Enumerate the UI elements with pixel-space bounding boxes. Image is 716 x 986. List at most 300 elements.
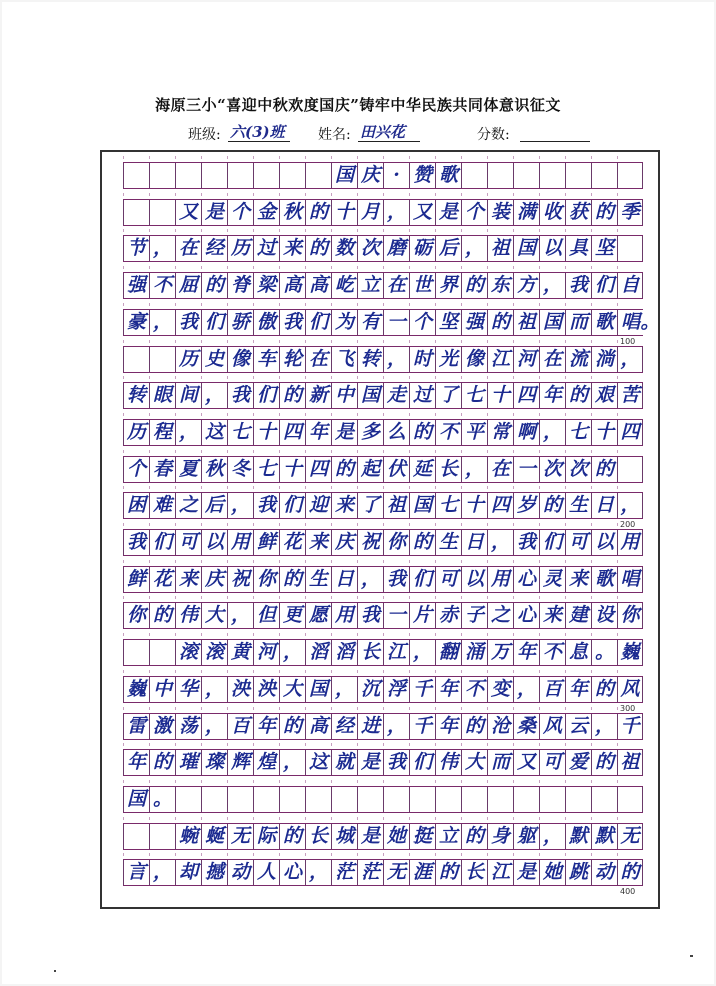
grid-row-ticks [123, 633, 643, 636]
grid-cell: 四 [617, 420, 643, 445]
grid-cell: 可 [435, 567, 461, 592]
grid-cell: ， [201, 714, 227, 739]
grid-cell: 不 [149, 273, 175, 298]
scan-speck [690, 955, 693, 957]
grid-cell: 十 [253, 420, 279, 445]
essay-contest-title: 海原三小“喜迎中秋欢度国庆”铸牢中华民族共同体意识征文 [155, 96, 561, 114]
grid-cell: 十 [331, 200, 357, 225]
essay-grid-row [123, 566, 643, 593]
grid-cell: 日 [591, 493, 617, 518]
grid-cell: 挺 [409, 824, 435, 849]
essay-grid-row [123, 639, 643, 666]
grid-cell: 立 [357, 273, 383, 298]
grid-cell: 十 [279, 457, 305, 482]
grid-cell: 十 [461, 493, 487, 518]
grid-cell: 歌 [591, 567, 617, 592]
grid-cell: 变 [487, 677, 513, 702]
grid-cell [487, 163, 513, 188]
grid-cell: 的 [591, 457, 617, 482]
grid-cell: 的 [617, 860, 643, 885]
grid-cell: 强 [123, 273, 149, 298]
scan-speck [54, 970, 56, 972]
grid-cell: 庆 [331, 530, 357, 555]
grid-cell [461, 163, 487, 188]
grid-cell: ， [487, 530, 513, 555]
grid-cell: 是 [201, 200, 227, 225]
grid-cell [149, 640, 175, 665]
grid-cell: 的 [461, 273, 487, 298]
grid-cell: 数 [331, 236, 357, 261]
grid-row-ticks [123, 486, 643, 489]
grid-cell: ， [149, 860, 175, 885]
grid-cell: 不 [539, 640, 565, 665]
grid-cell: 年 [253, 714, 279, 739]
grid-cell: 华 [175, 677, 201, 702]
grid-cell: 的 [149, 603, 175, 628]
grid-cell: 千 [409, 677, 435, 702]
grid-cell: 淌 [591, 347, 617, 372]
grid-cell: ， [279, 750, 305, 775]
grid-cell: 茫 [357, 860, 383, 885]
grid-cell: 息 [565, 640, 591, 665]
grid-cell [591, 787, 617, 812]
grid-cell: 国 [357, 383, 383, 408]
grid-cell: 强 [461, 310, 487, 335]
grid-cell: 沉 [357, 677, 383, 702]
grid-cell: ， [461, 236, 487, 261]
grid-cell: 高 [305, 273, 331, 298]
grid-cell: 伟 [175, 603, 201, 628]
grid-row-ticks [123, 560, 643, 563]
grid-cell: 而 [487, 750, 513, 775]
grid-cell: 巍 [123, 677, 149, 702]
essay-grid-row [123, 162, 643, 189]
grid-cell: 是 [435, 200, 461, 225]
grid-cell: 是 [513, 860, 539, 885]
grid-cell: 愿 [305, 603, 331, 628]
grid-cell: 次 [539, 457, 565, 482]
grid-cell: 千 [409, 714, 435, 739]
grid-cell [123, 640, 149, 665]
grid-cell: 秋 [279, 200, 305, 225]
grid-cell: 滚 [175, 640, 201, 665]
grid-cell: ， [539, 824, 565, 849]
grid-cell: 梁 [253, 273, 279, 298]
grid-cell: 装 [487, 200, 513, 225]
grid-cell: ， [513, 677, 539, 702]
grid-cell: 七 [253, 457, 279, 482]
grid-cell: 延 [409, 457, 435, 482]
grid-cell: 你 [617, 603, 643, 628]
grid-cell: 来 [279, 236, 305, 261]
grid-cell: · [383, 163, 409, 188]
grid-cell: 辉 [227, 750, 253, 775]
grid-cell [617, 457, 643, 482]
grid-cell: 十 [487, 383, 513, 408]
grid-cell: ， [357, 567, 383, 592]
grid-cell [175, 787, 201, 812]
grid-cell: 千 [617, 714, 643, 739]
grid-cell: 进 [357, 714, 383, 739]
grid-cell [201, 787, 227, 812]
grid-cell: ， [305, 860, 331, 885]
grid-cell: 祝 [227, 567, 253, 592]
grid-cell: 鲜 [123, 567, 149, 592]
grid-cell: 时 [409, 347, 435, 372]
grid-cell: ， [175, 420, 201, 445]
grid-cell: 更 [279, 603, 305, 628]
grid-cell: 生 [435, 530, 461, 555]
grid-cell: 年 [123, 750, 149, 775]
grid-cell: 有 [357, 310, 383, 335]
grid-cell: 们 [305, 310, 331, 335]
grid-row-ticks [123, 670, 643, 673]
grid-cell: 她 [383, 824, 409, 849]
grid-cell: 片 [409, 603, 435, 628]
grid-cell: 默 [565, 824, 591, 849]
grid-cell: 国 [539, 310, 565, 335]
grid-cell: 的 [461, 714, 487, 739]
grid-cell: 却 [175, 860, 201, 885]
grid-cell: 的 [279, 383, 305, 408]
grid-cell [383, 787, 409, 812]
grid-cell: 不 [461, 677, 487, 702]
grid-cell [201, 163, 227, 188]
grid-cell: 过 [409, 383, 435, 408]
grid-cell: 我 [357, 603, 383, 628]
essay-grid-row [123, 382, 643, 409]
grid-cell: 黄 [227, 640, 253, 665]
grid-cell: 泱 [227, 677, 253, 702]
grid-cell: 江 [487, 347, 513, 372]
grid-cell: 祖 [383, 493, 409, 518]
grid-cell: 日 [461, 530, 487, 555]
grid-cell [539, 163, 565, 188]
grid-cell: 史 [201, 347, 227, 372]
grid-cell: 以 [591, 530, 617, 555]
grid-row-ticks [123, 156, 643, 159]
grid-cell [123, 163, 149, 188]
class-label: 班级: [188, 127, 221, 143]
grid-cell: 不 [435, 420, 461, 445]
grid-cell: ， [617, 493, 643, 518]
grid-cell: 了 [435, 383, 461, 408]
grid-cell: 来 [331, 493, 357, 518]
grid-cell: 可 [175, 530, 201, 555]
grid-cell: 中 [149, 677, 175, 702]
grid-cell: 的 [591, 677, 617, 702]
grid-cell [149, 347, 175, 372]
grid-cell: 她 [539, 860, 565, 885]
grid-cell: 们 [149, 530, 175, 555]
grid-cell: 为 [331, 310, 357, 335]
grid-cell: 在 [539, 347, 565, 372]
grid-cell: 跳 [565, 860, 591, 885]
grid-row-ticks [123, 266, 643, 269]
grid-cell [331, 787, 357, 812]
grid-cell: 的 [201, 273, 227, 298]
grid-cell: 以 [201, 530, 227, 555]
grid-cell: ， [383, 714, 409, 739]
grid-cell: 的 [487, 310, 513, 335]
grid-cell: 平 [461, 420, 487, 445]
grid-cell: 四 [305, 457, 331, 482]
grid-cell: 沧 [487, 714, 513, 739]
essay-grid-row [123, 309, 660, 336]
grid-cell: 我 [383, 567, 409, 592]
grid-cell: 子 [461, 603, 487, 628]
grid-cell: 历 [227, 236, 253, 261]
essay-grid-row [123, 859, 643, 886]
grid-cell [279, 787, 305, 812]
grid-cell: 年 [435, 714, 461, 739]
score-underline [520, 141, 590, 142]
grid-cell [149, 163, 175, 188]
grid-cell: 际 [253, 824, 279, 849]
grid-cell: 磨 [383, 236, 409, 261]
grid-cell [305, 787, 331, 812]
grid-cell [227, 787, 253, 812]
grid-cell: 历 [175, 347, 201, 372]
grid-cell: 岁 [513, 493, 539, 518]
grid-row-ticks [123, 707, 643, 710]
grid-cell: 的 [591, 750, 617, 775]
grid-overflow-char: 。 [640, 311, 660, 333]
grid-cell: 唱 [617, 567, 643, 592]
grid-cell [617, 787, 643, 812]
grid-cell: 荡 [175, 714, 201, 739]
grid-cell: 。 [591, 640, 617, 665]
grid-row-ticks [123, 193, 643, 196]
grid-cell: ， [201, 677, 227, 702]
grid-cell [175, 163, 201, 188]
word-count-marker: 100 [620, 337, 636, 346]
grid-cell [253, 787, 279, 812]
grid-cell: 祖 [617, 750, 643, 775]
grid-cell: 滔 [331, 640, 357, 665]
grid-cell: 飞 [331, 347, 357, 372]
grid-cell: 我 [253, 493, 279, 518]
grid-cell: 次 [357, 236, 383, 261]
grid-cell: 长 [357, 640, 383, 665]
grid-cell [487, 787, 513, 812]
grid-cell: 一 [383, 310, 409, 335]
grid-cell: 啊 [513, 420, 539, 445]
essay-grid-row [123, 199, 643, 226]
grid-cell: 我 [565, 273, 591, 298]
essay-grid-row [123, 676, 643, 703]
grid-cell: 歌 [591, 310, 617, 335]
grid-cell: 璀 [175, 750, 201, 775]
grid-cell: 豪 [123, 310, 149, 335]
grid-cell: 伏 [383, 457, 409, 482]
grid-cell: 祖 [487, 236, 513, 261]
grid-cell [357, 787, 383, 812]
grid-cell: 云 [565, 714, 591, 739]
grid-cell: 庆 [357, 163, 383, 188]
grid-cell: 百 [539, 677, 565, 702]
grid-cell: 我 [383, 750, 409, 775]
grid-cell: 程 [149, 420, 175, 445]
grid-cell: 以 [539, 236, 565, 261]
grid-cell: 祝 [357, 530, 383, 555]
grid-cell: 蜿 [175, 824, 201, 849]
essay-grid-row [123, 749, 643, 776]
grid-cell: 蜒 [201, 824, 227, 849]
grid-cell: 璨 [201, 750, 227, 775]
grid-row-ticks [123, 853, 643, 856]
grid-cell: 可 [539, 750, 565, 775]
grid-cell: 立 [435, 824, 461, 849]
grid-cell: 的 [331, 457, 357, 482]
grid-cell: 坚 [435, 310, 461, 335]
grid-cell: 十 [591, 420, 617, 445]
grid-cell: 脊 [227, 273, 253, 298]
essay-grid-row [123, 529, 643, 556]
grid-cell: ， [149, 236, 175, 261]
grid-cell: 夏 [175, 457, 201, 482]
grid-cell: 们 [253, 383, 279, 408]
grid-cell: 长 [305, 824, 331, 849]
grid-cell: 激 [149, 714, 175, 739]
grid-cell: 又 [409, 200, 435, 225]
grid-cell [279, 163, 305, 188]
grid-cell [123, 347, 149, 372]
grid-cell: 江 [383, 640, 409, 665]
grid-cell: ， [539, 420, 565, 445]
grid-cell: 。 [149, 787, 175, 812]
grid-cell: 心 [513, 567, 539, 592]
grid-cell [617, 163, 643, 188]
grid-cell: 年 [539, 383, 565, 408]
grid-cell: 万 [487, 640, 513, 665]
grid-cell: 的 [539, 493, 565, 518]
grid-cell: 撼 [201, 860, 227, 885]
grid-cell: 可 [565, 530, 591, 555]
grid-cell: 巍 [617, 640, 643, 665]
grid-cell: 眼 [149, 383, 175, 408]
grid-cell: 经 [201, 236, 227, 261]
grid-cell: 我 [513, 530, 539, 555]
name-label: 姓名: [318, 127, 351, 143]
name-value: 田兴花 [360, 123, 406, 141]
word-count-marker: 300 [620, 704, 636, 713]
grid-cell: 心 [279, 860, 305, 885]
grid-cell: 设 [591, 603, 617, 628]
grid-cell: 冬 [227, 457, 253, 482]
grid-cell: 界 [435, 273, 461, 298]
grid-cell: 难 [149, 493, 175, 518]
grid-cell: 的 [409, 420, 435, 445]
grid-cell: 日 [331, 567, 357, 592]
grid-cell: ， [383, 200, 409, 225]
grid-cell: 建 [565, 603, 591, 628]
grid-cell: ， [409, 640, 435, 665]
essay-grid-row [123, 786, 643, 813]
grid-cell: 的 [461, 824, 487, 849]
grid-cell: 又 [175, 200, 201, 225]
grid-cell [305, 163, 331, 188]
grid-cell: 七 [565, 420, 591, 445]
grid-cell: 个 [461, 200, 487, 225]
grid-cell: 的 [305, 200, 331, 225]
grid-cell: 的 [279, 567, 305, 592]
grid-cell: 月 [357, 200, 383, 225]
grid-cell: 的 [409, 530, 435, 555]
essay-grid-row [123, 823, 643, 850]
grid-cell [461, 787, 487, 812]
essay-grid-row [123, 272, 643, 299]
grid-cell [591, 163, 617, 188]
grid-cell: 多 [357, 420, 383, 445]
grid-cell: 国 [305, 677, 331, 702]
grid-cell: 花 [149, 567, 175, 592]
grid-cell: 起 [357, 457, 383, 482]
grid-row-ticks [123, 817, 643, 820]
grid-cell: 灵 [539, 567, 565, 592]
grid-row-ticks [123, 743, 643, 746]
grid-cell: 新 [305, 383, 331, 408]
grid-cell: ， [539, 273, 565, 298]
grid-cell: 们 [539, 530, 565, 555]
grid-cell: 言 [123, 860, 149, 885]
grid-cell: 浮 [383, 677, 409, 702]
grid-cell: ， [227, 603, 253, 628]
grid-cell: 涌 [461, 640, 487, 665]
grid-cell: 自 [617, 273, 643, 298]
grid-cell: 这 [201, 420, 227, 445]
grid-cell: 季 [617, 200, 643, 225]
grid-cell: 默 [591, 824, 617, 849]
grid-cell: 的 [565, 383, 591, 408]
grid-cell: 你 [123, 603, 149, 628]
grid-cell: 而 [565, 310, 591, 335]
grid-cell: 是 [357, 750, 383, 775]
grid-cell [123, 200, 149, 225]
grid-cell: 常 [487, 420, 513, 445]
grid-cell: 动 [227, 860, 253, 885]
grid-cell: 世 [409, 273, 435, 298]
name-underline [358, 141, 420, 142]
grid-cell: 金 [253, 200, 279, 225]
grid-cell: ， [279, 640, 305, 665]
grid-cell: 的 [279, 824, 305, 849]
grid-cell: 你 [253, 567, 279, 592]
grid-cell: 一 [513, 457, 539, 482]
grid-cell: 长 [461, 860, 487, 885]
grid-cell: 经 [331, 714, 357, 739]
grid-cell: 七 [435, 493, 461, 518]
grid-cell: 河 [253, 640, 279, 665]
grid-cell: 用 [227, 530, 253, 555]
grid-row-ticks [123, 450, 643, 453]
grid-cell: 四 [513, 383, 539, 408]
grid-cell: 人 [253, 860, 279, 885]
grid-cell: 高 [279, 273, 305, 298]
grid-cell: 轮 [279, 347, 305, 372]
grid-cell: 躯 [513, 824, 539, 849]
grid-row-ticks [123, 340, 643, 343]
grid-cell: 们 [591, 273, 617, 298]
grid-cell: ， [591, 714, 617, 739]
grid-cell: 具 [565, 236, 591, 261]
grid-cell: 走 [383, 383, 409, 408]
grid-cell: 风 [617, 677, 643, 702]
grid-cell: 的 [279, 714, 305, 739]
grid-cell [149, 824, 175, 849]
grid-cell: 迎 [305, 493, 331, 518]
word-count-marker: 400 [620, 887, 636, 896]
